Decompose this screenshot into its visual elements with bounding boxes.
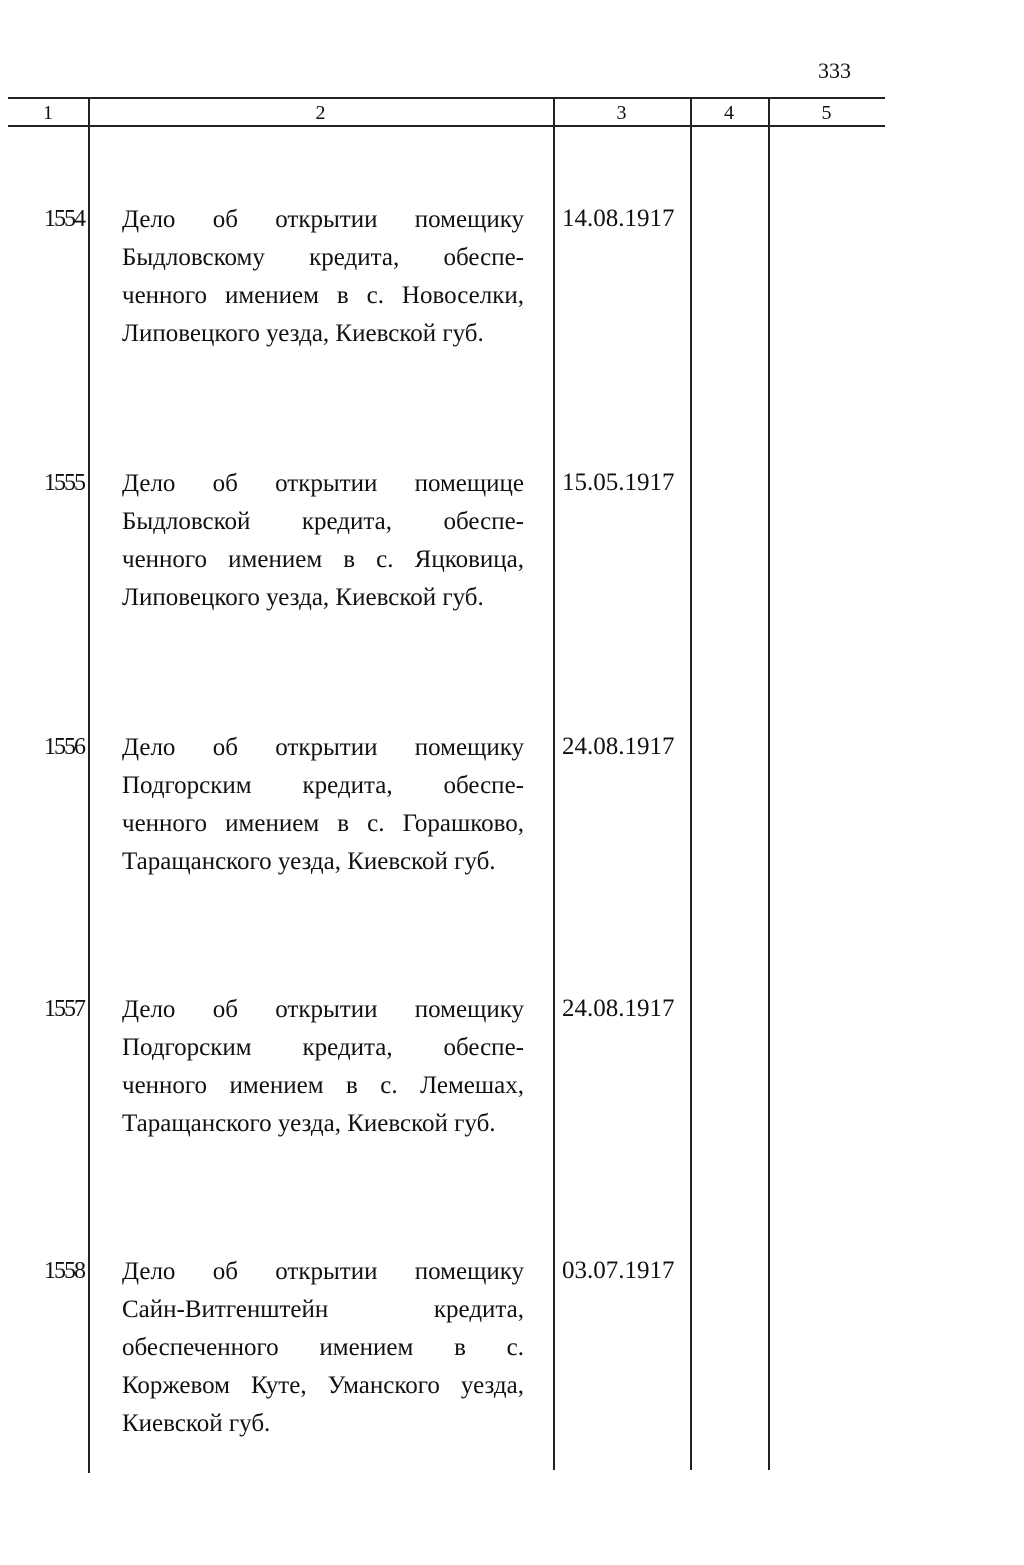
table-top-rule [8,97,885,99]
record-description [122,1253,524,1443]
record-date: 24.08.1917 [562,733,675,760]
column-header-4: 4 [724,102,734,124]
description-line: Дело об открытии помещику [122,206,524,233]
description-line: ченного имением в с. Горашково, [122,810,524,837]
record-date: 24.08.1917 [562,995,675,1022]
description-line: ченного имением в с. Лемешах, [122,1072,524,1099]
column-divider [88,98,90,1473]
description-line: Подгорским кредита, обеспе- [122,772,524,799]
record-description [122,991,524,1143]
header-bottom-rule [8,125,885,127]
record-date: 03.07.1917 [562,1257,675,1284]
description-line: Дело об открытии помещику [122,996,524,1023]
description-line: Дело об открытии помещику [122,1258,524,1285]
description-line: Дело об открытии помещице [122,470,524,497]
record-number: 1554 [44,206,84,232]
record-number: 1558 [44,1258,84,1284]
description-line: Таращанского уезда, Киевской губ. [122,1110,496,1137]
description-line: Липовецкого уезда, Киевской губ. [122,584,484,611]
column-divider [768,98,770,1470]
record-description [122,201,524,353]
column-header-1: 1 [43,102,53,124]
record-number: 1556 [44,734,84,760]
column-divider [553,98,555,1470]
description-line: Сайн-Витгенштейн кредита, [122,1296,524,1323]
description-line: Коржевом Куте, Уманского уезда, [122,1372,524,1399]
column-header-5: 5 [821,102,832,124]
description-line: Быдловскому кредита, обеспе- [122,244,524,271]
description-line: Киевской губ. [122,1410,271,1437]
record-description [122,465,524,617]
record-date: 14.08.1917 [562,205,675,232]
record-number: 1555 [44,470,84,496]
description-line: обеспеченного имением в с. [122,1334,524,1361]
column-header-3: 3 [616,102,627,124]
description-line: Липовецкого уезда, Киевской губ. [122,320,484,347]
description-line: Подгорским кредита, обеспе- [122,1034,524,1061]
description-line: Таращанского уезда, Киевской губ. [122,848,496,875]
record-description [122,729,524,881]
column-divider [690,98,692,1470]
description-line: ченного имением в с. Яцковица, [122,546,524,573]
column-header-2: 2 [315,102,326,124]
description-line: ченного имением в с. Новоселки, [122,282,524,309]
record-number: 1557 [44,996,84,1022]
description-line: Быдловской кредита, обеспе- [122,508,524,535]
description-line: Дело об открытии помещику [122,734,524,761]
record-date: 15.05.1917 [562,469,675,496]
page-number: 333 [818,58,851,83]
